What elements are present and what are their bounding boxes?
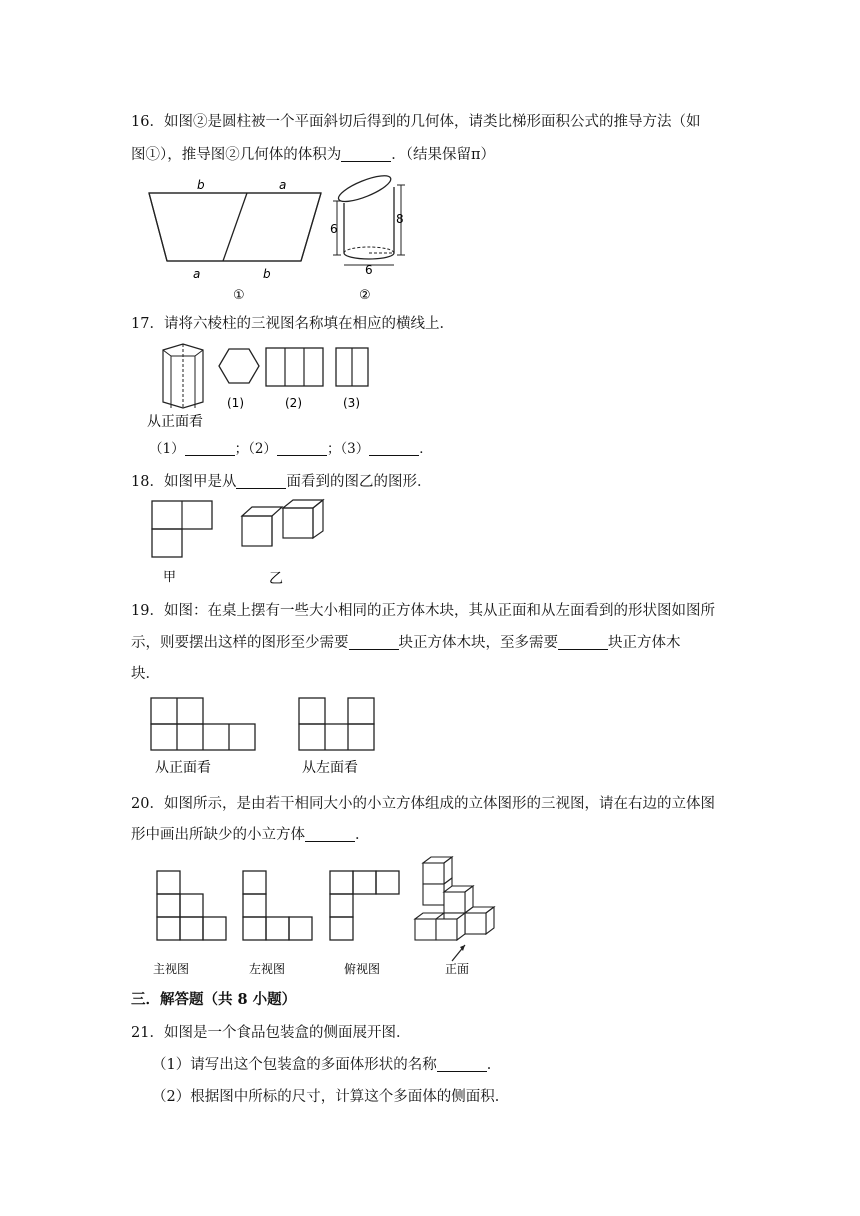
q18-text-b: 面看到的图乙的图形． xyxy=(286,474,432,490)
q17-label-2: ；（2） xyxy=(234,441,277,457)
q16-figure xyxy=(145,175,410,305)
q16-text-line1: 16．如图②是圆柱被一个平面斜切后得到的几何体，请类比梯形面积公式的推导方法（如 xyxy=(131,114,701,130)
q19-blank-max[interactable] xyxy=(558,634,608,650)
caption-front-view: 从正面看 xyxy=(155,760,211,776)
q18-text-line1 xyxy=(131,472,431,492)
q19-text-line3: 块． xyxy=(131,666,160,682)
q16-text-a: 图①），推导图②几何体的体积为 xyxy=(131,147,342,163)
q21-text-a: （1）请写出这个包装盒的多面体形状的名称 xyxy=(152,1057,437,1073)
top-view xyxy=(330,871,399,940)
solid-figure xyxy=(415,857,494,940)
label-6-left: 6 xyxy=(330,222,338,236)
main-view xyxy=(157,871,226,940)
q19-text-line1: 19．如图：在桌上摆有一些大小相同的正方体木块，其从正面和从左面看到的形状图如图所 xyxy=(131,603,715,619)
q19-blank-min[interactable] xyxy=(349,634,399,650)
label-b-top: b xyxy=(197,178,205,192)
q17-label-1: （1） xyxy=(149,441,185,457)
q19-front-view xyxy=(151,698,255,750)
q19-text-b: 块正方体木块，至多需要 xyxy=(398,635,558,651)
jia-view xyxy=(152,501,212,557)
q17-label-3: ；（3） xyxy=(326,441,370,457)
q20-text-line2 xyxy=(131,825,370,845)
caption-front: 正面 xyxy=(445,962,470,976)
q19-text-line2 xyxy=(131,633,681,653)
three-rect-view xyxy=(266,348,323,386)
q16-text-line2 xyxy=(131,145,495,165)
caption-fig1: ① xyxy=(233,288,245,303)
q19-text-a: 示，则要摆出这样的图形至少需要 xyxy=(131,635,349,651)
q17-end: ． xyxy=(419,441,433,457)
caption-fig2: ② xyxy=(359,288,371,303)
hexagon-view xyxy=(219,349,259,383)
q19-left-view xyxy=(299,698,374,750)
q20-text-a: 形中画出所缺少的小立方体 xyxy=(131,827,305,843)
left-view xyxy=(243,871,312,940)
caption-left-view: 左视图 xyxy=(249,962,286,976)
q17-answers xyxy=(149,439,433,459)
q19-text-c: 块正方体木 xyxy=(608,635,681,651)
caption-yi: 乙 xyxy=(269,571,283,587)
q21-text-line2 xyxy=(152,1055,501,1075)
q18-figure xyxy=(145,495,330,587)
q21-text-line3: （2）根据图中所标的尺寸，计算这个多面体的侧面积． xyxy=(152,1089,510,1105)
front-view-label: 从正面看 xyxy=(147,414,203,430)
caption-2: (2) xyxy=(285,396,302,410)
caption-top-view: 俯视图 xyxy=(344,962,381,976)
q16-answer-blank[interactable] xyxy=(341,146,391,162)
label-a-top: a xyxy=(279,178,287,192)
q16-text-b: ．（结果保留π） xyxy=(391,147,496,163)
front-arrow xyxy=(452,945,465,961)
q17-blank-1[interactable] xyxy=(185,440,235,456)
q18-answer-blank[interactable] xyxy=(236,473,286,489)
section-3-heading: 三．解答题（共 8 小题） xyxy=(131,991,297,1008)
yi-solid xyxy=(242,500,323,546)
caption-1: (1) xyxy=(227,396,244,410)
q17-figure xyxy=(145,340,375,432)
q20-answer-blank[interactable] xyxy=(305,826,355,842)
q17-text-line1: 17．请将六棱柱的三视图名称填在相应的横线上． xyxy=(131,316,454,332)
parallelogram-figure xyxy=(149,178,321,303)
hexagonal-prism xyxy=(163,344,203,408)
q19-figure xyxy=(145,694,385,778)
q20-text-b: ． xyxy=(355,827,370,843)
q17-blank-2[interactable] xyxy=(277,440,327,456)
q21-text-line1: 21．如图是一个食品包装盒的侧面展开图． xyxy=(131,1025,411,1041)
q18-text-a: 18．如图甲是从 xyxy=(131,474,237,490)
q21-answer-blank[interactable] xyxy=(437,1056,487,1072)
caption-jia: 甲 xyxy=(163,570,177,585)
q20-text-line1: 20．如图所示，是由若干相同大小的小立方体组成的立体图形的三视图，请在右边的立体图 xyxy=(131,796,715,812)
two-rect-view xyxy=(336,348,368,386)
label-a-bottom: a xyxy=(193,267,201,281)
caption-main-view: 主视图 xyxy=(153,962,190,976)
q20-figure xyxy=(145,853,505,978)
label-8-right: 8 xyxy=(396,212,404,226)
label-b-bottom: b xyxy=(263,267,271,281)
caption-left-view: 从左面看 xyxy=(302,760,358,776)
label-6-bottom: 6 xyxy=(365,263,373,277)
cut-cylinder-figure xyxy=(330,175,405,303)
q21-text-b: ． xyxy=(486,1057,502,1073)
caption-3: (3) xyxy=(343,396,360,410)
q17-blank-3[interactable] xyxy=(369,440,419,456)
